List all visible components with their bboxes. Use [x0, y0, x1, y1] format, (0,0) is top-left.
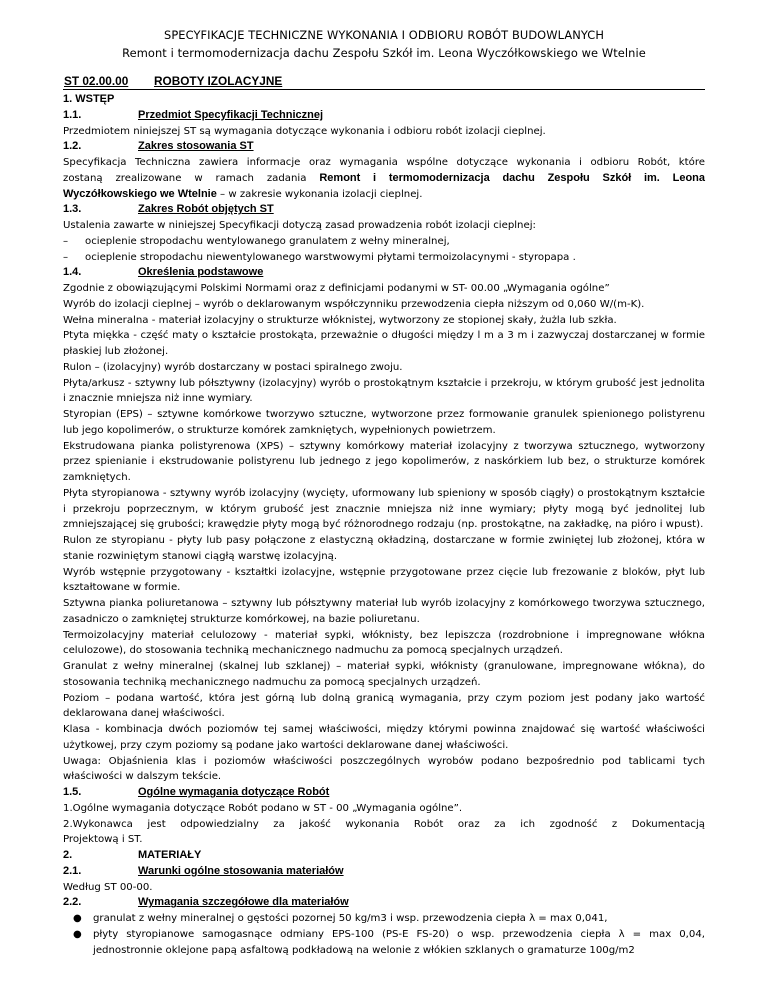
spec-title: ROBOTY IZOLACYJNE	[154, 74, 283, 88]
definition-para: Rulon – (izolacyjny) wyrób dostarczany w postaci spiralnego zwoju.	[63, 361, 403, 373]
definition-para: Wyrób do izolacji cieplnej – wyrób o deklarowanym współczynniku przewodzenia ciepła niższym od 0,060 W/(m-K).	[63, 298, 645, 310]
definition-para: Płyta/arkusz - sztywny lub półsztywny (izolacyjny) wyrób o prostokątnym kształcie i przekroju, w którym grubość jest jednolita i znacznie mniejsza niż inne wymiary.	[63, 377, 705, 405]
document-header	[63, 26, 705, 62]
definition-para: Uwaga: Objaśnienia klas i poziomów właściwości poszczególnych wyrobów podano bezpośrednio pod tablicami tych właściwości w dalszym tekście.	[63, 755, 705, 783]
bullet-icon: ●	[73, 928, 82, 940]
para-1-2-line2: zostaną zrealizowane w ramach zadania Remont i termomodernizacja dachu Zespołu Szkół im. Leona	[63, 171, 705, 184]
list-item: – ocieplenie stropodachu niewentylowanego warstwowymi płytami termoizolacynymi - styropapa .	[63, 251, 576, 263]
definition-para: Styropian (EPS) – sztywne komórkowe tworzywo sztuczne, wytworzone przez formowanie granulek spienionego polistyrenu lub jego kopolimerów, o strukturze komórek zamkniętych, wypełnionych powietrzem.	[63, 409, 705, 436]
document-body	[63, 92, 705, 958]
definition-para: Granulat z wełny mineralnej (skalnej lub szklanej) – materiał sypki, włóknisty (granulowane, impregnowane włókna), do stosowania techniką mechanicznego nadmuchu za pomocą specjalnych urządzeń.	[63, 661, 705, 688]
definition-para: Termoizolacyjny materiał celulozowy - materiał sypki, włóknisty, bez lepiszcza (rozdrobnione i impregnowane włókna celulozowe), do stosowania techniką mechanicznego nadmuchu za pomocą specjalnych urządzeń.	[63, 629, 705, 657]
para-1-3-intro: Ustalenia zawarte w niniejszej Specyfikacji dotyczą zasad prowadzenia robót izolacji cieplnej:	[63, 220, 536, 231]
heading-2-1: 2.1. Warunki ogólne stosowania materiałów	[63, 864, 344, 877]
para-1-5-line3: Projektową i ST.	[63, 834, 143, 846]
para-1-5-line2: 2.Wykonawca jest odpowiedzialny za jakość wykonania Robót oraz za ich zgodność z Dokumentacją	[63, 818, 705, 830]
spec-section-title	[63, 74, 705, 90]
para-1-5-line1: 1.Ogólne wymagania dotyczące Robót podano w ST - 00 „Wymagania ogólne”.	[63, 802, 463, 814]
para-2-1: Według ST 00-00.	[63, 881, 153, 893]
definition-para: Ekstrudowana pianka polistyrenowa (XPS) – sztywny komórkowy materiał izolacyjny z tworzywa sztucznego, wytworzony przez spienianie i ekstrudowanie polistyrenu lub jednego z jego kopolimerów, z naskórkiem lub bez, o strukturze komórek zamkniętych.	[63, 440, 705, 483]
header-project: Remont i termomodernizacja dachu Zespołu Szkół im. Leona Wyczółkowskiego we Wtelnie	[122, 46, 646, 60]
list-item: ● płyty styropianowe samogasnące odmiany EPS-100 (PS-E FS-20) o wsp. przewodzenia ciepła λ = max 0,04, jednostronnie oklejone papą asfaltową podkładową na welonie z włókien szklanych o gramaturze 100g/m2	[63, 927, 705, 959]
list-item: ● granulat z wełny mineralnej o gęstości pozornej 50 kg/m3 i wsp. przewodzenia ciepła λ = max 0,041,	[63, 911, 705, 927]
para-1-2-line3: Wyczółkowskiego we Wtelnie – w zakresie wykonania izolacji cieplnej.	[63, 187, 423, 200]
heading-1-3: 1.3. Zakres Robót objętych ST	[63, 203, 274, 216]
heading-1-1: 1.1. Przedmiot Specyfikacji Technicznej	[63, 108, 324, 121]
heading-1: 1. WSTĘP	[63, 93, 115, 105]
header-title: SPECYFIKACJE TECHNICZNE WYKONANIA I ODBIORU ROBÓT BUDOWLANYCH	[164, 28, 604, 42]
para-1-1: Przedmiotem niniejszej ST są wymagania dotyczące wykonania i odbioru robót izolacji cieplnej.	[63, 125, 546, 137]
list-item: – ocieplenie stropodachu wentylowanego granulatem z wełny mineralnej,	[63, 235, 450, 247]
definition-para: Płyta styropianowa - sztywny wyrób izolacyjny (wycięty, uformowany lub spieniony w sposób ciągły) o prostokątnym kształcie i przekroju poprzecznym, w którym grubość jest znacznie mniejsza niż inne wymiary; płyty mogą być jednolitej lub zmniejszającej się grubości; krawędzie płyty mogą być różnorodnego rodzaju (np. prostokątne, na zakładkę, na pióro i wpust).	[63, 487, 705, 531]
definition-para: Wełna mineralna - materiał izolacyjny o strukturze włóknistej, wytworzony ze stopionej skały, żużla lub szkła.	[63, 314, 617, 326]
heading-1-4: 1.4. Określenia podstawowe	[63, 266, 264, 279]
heading-1-5: 1.5. Ogólne wymagania dotyczące Robót	[63, 786, 330, 798]
definition-para: Zgodnie z obowiązującymi Polskimi Normami oraz z definicjami podanymi w ST- 00.00 „Wymagania ogólne”	[63, 283, 610, 294]
spec-code: ST 02.00.00	[64, 74, 129, 88]
heading-1-2: 1.2. Zakres stosowania ST	[63, 140, 254, 153]
definition-para: Klasa - kombinacja dwóch poziomów tej samej właściwości, między którymi powinna znajdować się wartość właściwości użytkowej, przy czym poziomy są podane jako wartości deklarowane danej właściwości.	[63, 724, 705, 751]
definition-para: Wyrób wstępnie przygotowany - kształtki izolacyjne, wstępnie przygotowane przez cięcie lub frezowanie z bloków, płyt lub kształtowane w formie.	[63, 566, 705, 594]
definition-para: Ptyta miękka - część maty o kształcie prostokąta, przeważnie o długości między l m a 3 m i zazwyczaj dostarczanej w formie płaskiej lub złożonej.	[63, 330, 705, 357]
para-1-2-line1: Specyfikacja Techniczna zawiera informacje oraz wymagania wspólne dotyczące wykonania i odbioru Robót, które	[63, 157, 705, 168]
bullet-icon: ●	[73, 913, 82, 924]
definition-para: Sztywna pianka poliuretanowa – sztywny lub półsztywny materiał lub wyrób izolacyjny z komórkowego tworzywa sztucznego, zasadniczo o zamkniętej strukturze komórkowej, na bazie poliuretanu.	[63, 598, 705, 625]
heading-2-2: 2.2. Wymagania szczegółowe dla materiałów	[63, 896, 349, 909]
heading-2: 2. MATERIAŁY	[63, 849, 202, 861]
definition-para: Rulon ze styropianu - płyty lub pasy połączone z elastyczną okładziną, dostarczane w formie zwiniętej lub złożonej, która w stanie rozwiniętym stanowi ciągłą warstwę izolacyjną.	[63, 535, 705, 562]
definition-para: Poziom – podana wartość, która jest górną lub dolną granicą wymagania, przy czym poziom jest podany jako wartość deklarowana danej właściwości.	[63, 692, 705, 720]
